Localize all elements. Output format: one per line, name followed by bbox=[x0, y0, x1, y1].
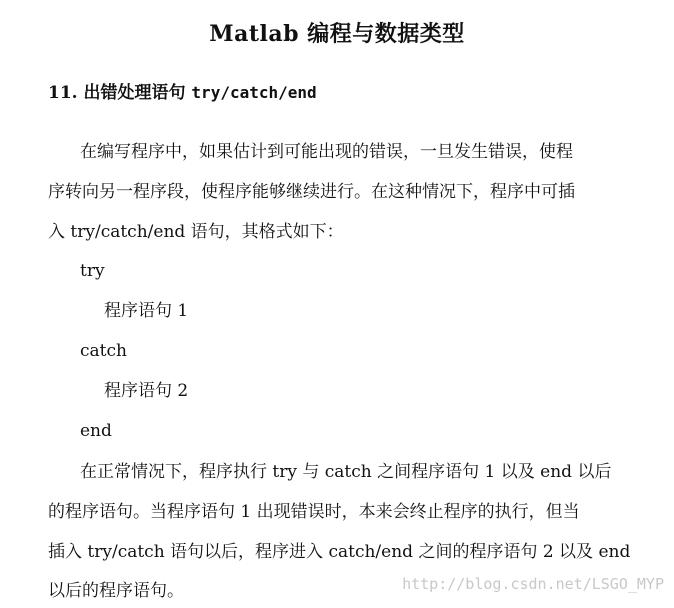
section-heading bbox=[48, 80, 317, 106]
watermark-url: http://blog.csdn.net/LSGO_MYP bbox=[402, 575, 664, 593]
paragraph1-line1: 在编写程序中，如果估计到可能出现的错误，一旦发生错误，使程 bbox=[80, 142, 573, 162]
paragraph2-line1: 在正常情况下，程序执行 try 与 catch 之间程序语句 1 以及 end 以后 bbox=[80, 462, 612, 482]
paragraph2-line4: 以后的程序语句。 bbox=[48, 581, 184, 601]
section-title-cn: 出错处理语句 bbox=[83, 83, 186, 103]
code-end-keyword: end bbox=[80, 421, 112, 441]
code-statement-2: 程序语句 2 bbox=[104, 381, 189, 401]
paragraph1-line2: 序转向另一程序段，使程序能够继续进行。在这种情况下，程序中可插 bbox=[48, 182, 575, 202]
document-title: Matlab 编程与数据类型 bbox=[209, 21, 465, 47]
paragraph1-line3: 入 try/catch/end 语句，其格式如下： bbox=[48, 222, 344, 242]
code-catch-keyword: catch bbox=[80, 341, 127, 361]
section-number: 11. bbox=[48, 83, 78, 103]
paragraph2-line3: 插入 try/catch 语句以后，程序进入 catch/end 之间的程序语句 2 以及 end bbox=[48, 542, 631, 562]
code-try-keyword: try bbox=[80, 261, 105, 281]
code-statement-1: 程序语句 1 bbox=[104, 301, 189, 321]
paragraph2-line2: 的程序语句。当程序语句 1 出现错误时，本来会终止程序的执行，但当 bbox=[48, 502, 580, 522]
section-title-code: try/catch/end bbox=[191, 83, 317, 102]
